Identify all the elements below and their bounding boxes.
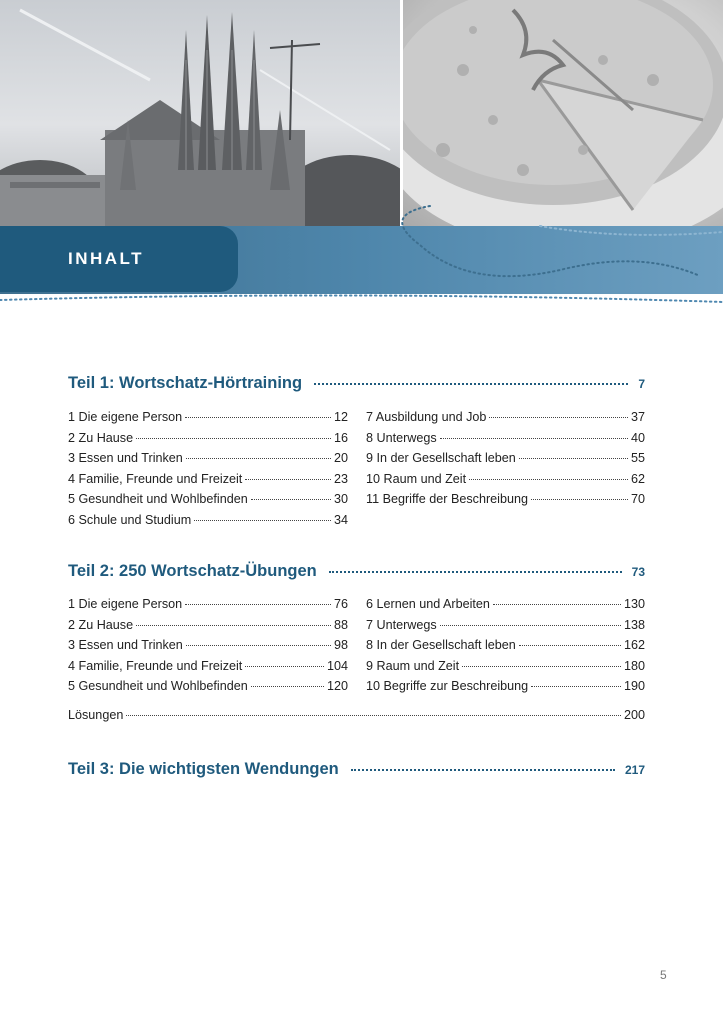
toc-entry[interactable]: 8 Unterwegs 40 [366, 430, 645, 445]
toc-part1-column-1 [68, 410, 348, 534]
decorative-dotted-curves [0, 0, 723, 320]
toc-entry[interactable]: 9 Raum und Zeit 180 [366, 658, 645, 673]
toc-entry[interactable]: 5 Gesundheit und Wohlbefinden 30 [68, 492, 348, 507]
toc-entry[interactable]: 2 Zu Hause 16 [68, 430, 348, 445]
toc-part2-heading[interactable] [68, 562, 645, 581]
toc-solutions-entry[interactable] [68, 708, 645, 729]
toc-entry[interactable]: 4 Familie, Freunde und Freizeit 23 [68, 471, 348, 486]
dot-leader [314, 383, 628, 385]
toc-part1-heading[interactable] [68, 374, 645, 393]
toc-entry[interactable]: 7 Unterwegs 138 [366, 617, 645, 632]
toc-entry[interactable]: 10 Raum und Zeit 62 [366, 471, 645, 486]
toc-entry[interactable]: 3 Essen und Trinken 20 [68, 451, 348, 466]
dot-leader [329, 571, 622, 573]
toc-entry[interactable]: 3 Essen und Trinken 98 [68, 638, 348, 653]
toc-entry[interactable]: 8 In der Gesellschaft leben 162 [366, 638, 645, 653]
toc-entry[interactable]: 7 Ausbildung und Job 37 [366, 410, 645, 424]
toc-entry[interactable]: 11 Begriffe der Beschreibung 70 [366, 492, 645, 507]
toc-part3-title: Teil 3: Die wichtigsten Wendungen [68, 760, 339, 778]
page-number: 5 [660, 968, 667, 982]
toc-part3-page: 217 [624, 763, 645, 777]
toc-entry[interactable]: 1 Die eigene Person 12 [68, 410, 348, 424]
page-title: INHALT [68, 249, 145, 268]
toc-part3-heading[interactable] [68, 760, 645, 779]
toc-entry[interactable]: 10 Begriffe zur Beschreibung 190 [366, 679, 645, 694]
toc-entry[interactable]: 5 Gesundheit und Wohlbefinden 120 [68, 679, 348, 694]
toc-solutions-page: 200 [623, 708, 645, 722]
toc-part1-column-2 [366, 410, 645, 513]
toc-part2-column-2 [366, 597, 645, 700]
toc-part2-column-1 [68, 597, 348, 700]
toc-entry[interactable]: 6 Lernen und Arbeiten 130 [366, 597, 645, 611]
toc-part1-title: Teil 1: Wortschatz-Hörtraining [68, 374, 303, 392]
toc-entry[interactable]: 2 Zu Hause 88 [68, 617, 348, 632]
toc-entry[interactable]: 9 In der Gesellschaft leben 55 [366, 451, 645, 466]
toc-entry[interactable]: 1 Die eigene Person 76 [68, 597, 348, 611]
dot-leader [126, 715, 621, 716]
toc-entry[interactable]: 4 Familie, Freunde und Freizeit 104 [68, 658, 348, 673]
toc-solutions-label: Lösungen [68, 708, 124, 722]
toc-part1-page: 7 [638, 377, 645, 391]
toc-entry[interactable]: 6 Schule und Studium 34 [68, 512, 348, 527]
toc-part2-title: Teil 2: 250 Wortschatz-Übungen [68, 562, 317, 580]
toc-part2-page: 73 [631, 565, 645, 579]
dot-leader [351, 769, 615, 771]
